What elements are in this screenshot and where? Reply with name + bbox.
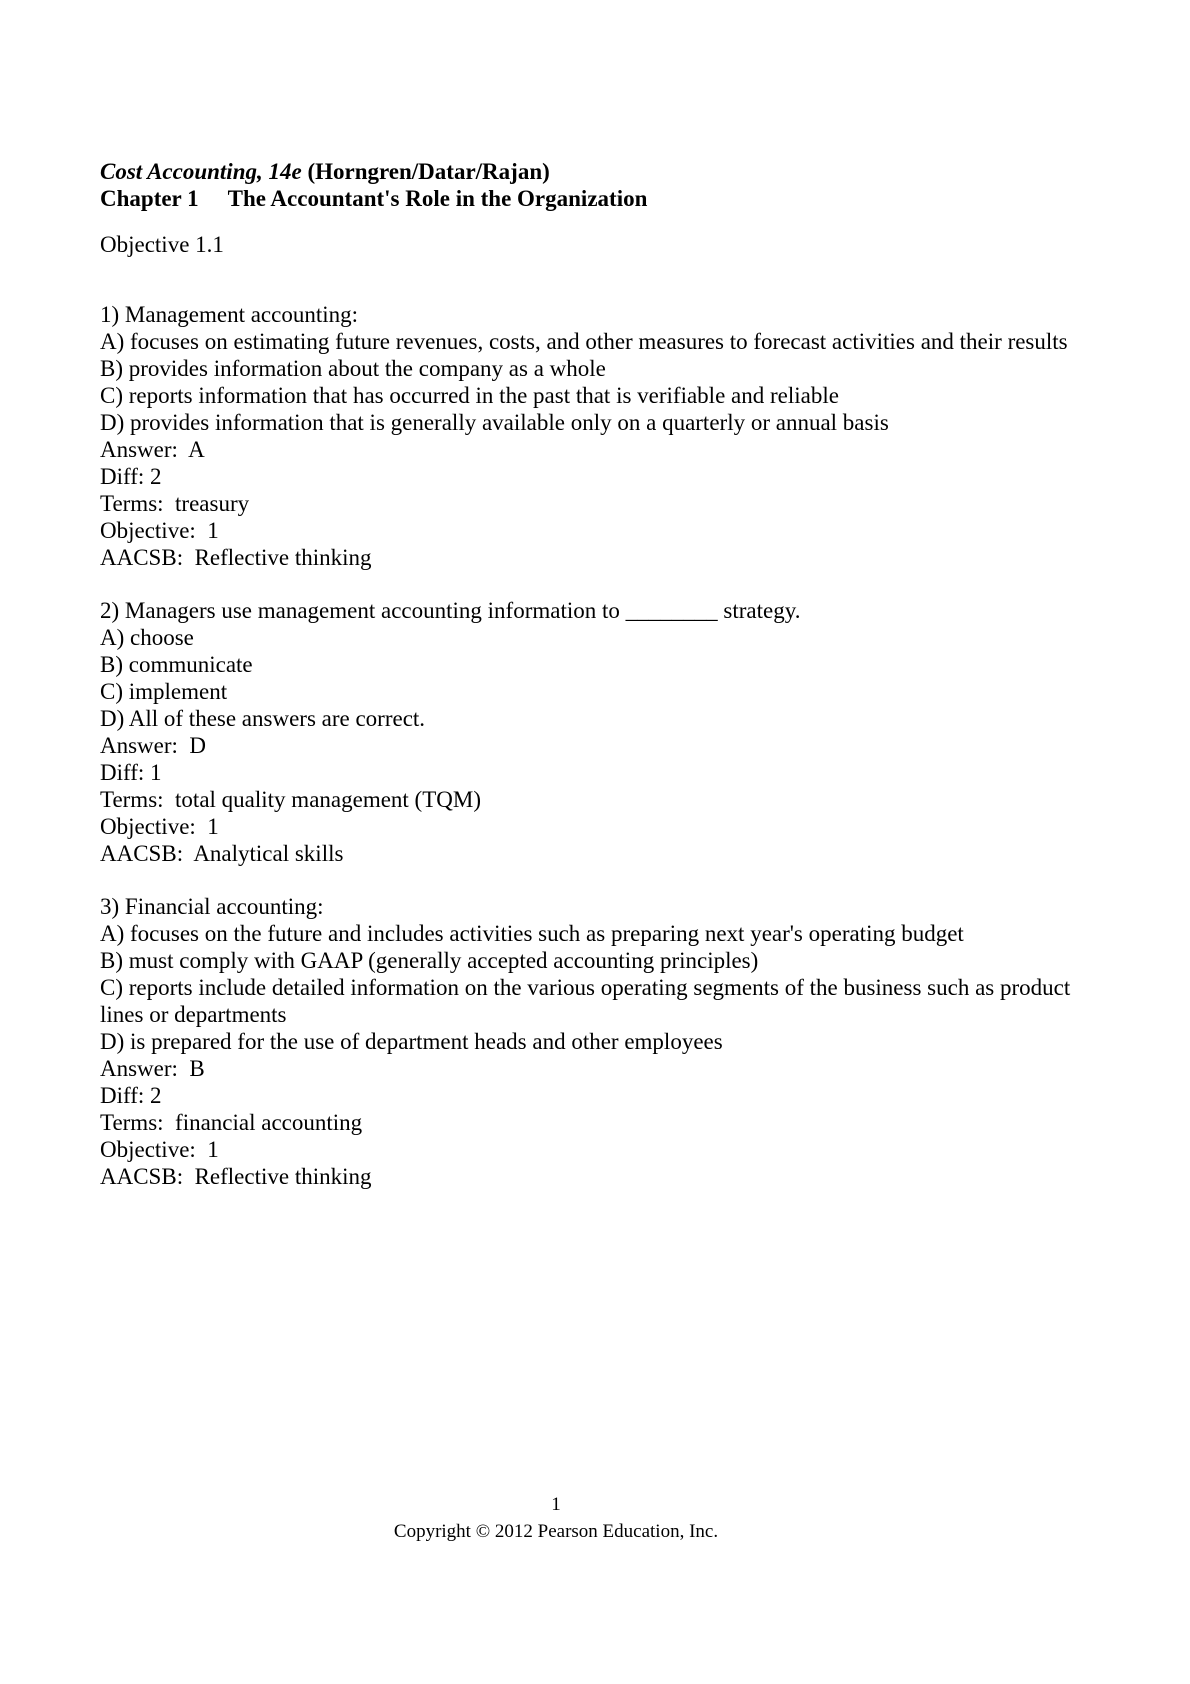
option-c: C) reports include detailed information on the various operating segments of the business such as product lines or departments: [100, 975, 1076, 1027]
page-number: 1: [551, 1494, 561, 1515]
chapter-line: [100, 185, 1085, 212]
book-authors: (Horngren/Datar/Rajan): [301, 159, 550, 184]
question-stem: 2) Managers use management accounting information to ________ strategy.: [100, 598, 801, 623]
question-2: [100, 597, 1085, 867]
copyright-notice: Copyright © 2012 Pearson Education, Inc.: [393, 1521, 719, 1542]
objective-heading: Objective 1.1: [100, 232, 224, 257]
diff-line: Diff: 1: [100, 760, 162, 785]
option-a: A) focuses on the future and includes activities such as preparing next year's operating budget: [100, 921, 964, 946]
option-a: A) focuses on estimating future revenues, costs, and other measures to forecast activities and their results: [100, 329, 1068, 354]
diff-line: Diff: 2: [100, 464, 162, 489]
book-title: Cost Accounting, 14e: [100, 159, 302, 184]
book-title-line: [100, 158, 1085, 185]
option-d: D) All of these answers are correct.: [100, 706, 426, 731]
option-b: B) communicate: [100, 652, 253, 677]
option-b: B) provides information about the company as a whole: [100, 356, 606, 381]
objective-line: Objective: 1: [100, 518, 219, 543]
answer-line: Answer: D: [100, 733, 207, 758]
option-a: A) choose: [100, 625, 194, 650]
question-1: [100, 301, 1085, 571]
terms-line: Terms: financial accounting: [100, 1110, 363, 1135]
objective-line: Objective: 1: [100, 814, 219, 839]
chapter-label: Chapter 1: [100, 186, 199, 211]
aacsb-line: AACSB: Reflective thinking: [100, 545, 372, 570]
question-stem: 1) Management accounting:: [100, 302, 359, 327]
question-stem: 3) Financial accounting:: [100, 894, 324, 919]
answer-line: Answer: B: [100, 1056, 205, 1081]
option-d: D) is prepared for the use of department heads and other employees: [100, 1029, 723, 1054]
question-3: [100, 893, 1085, 1190]
answer-line: Answer: A: [100, 437, 205, 462]
aacsb-line: AACSB: Analytical skills: [100, 841, 344, 866]
objective-line: Objective: 1: [100, 1137, 219, 1162]
terms-line: Terms: total quality management (TQM): [100, 787, 481, 812]
option-c: C) reports information that has occurred in the past that is verifiable and reliable: [100, 383, 839, 408]
diff-line: Diff: 2: [100, 1083, 162, 1108]
page-footer: [0, 1491, 1112, 1545]
chapter-title: The Accountant's Role in the Organization: [227, 186, 648, 211]
aacsb-line: AACSB: Reflective thinking: [100, 1164, 372, 1189]
option-d: D) provides information that is generally available only on a quarterly or annual basis: [100, 410, 889, 435]
terms-line: Terms: treasury: [100, 491, 250, 516]
option-b: B) must comply with GAAP (generally accepted accounting principles): [100, 948, 759, 973]
document-header: [100, 158, 1085, 212]
page-content: [100, 158, 1085, 1190]
option-c: C) implement: [100, 679, 228, 704]
